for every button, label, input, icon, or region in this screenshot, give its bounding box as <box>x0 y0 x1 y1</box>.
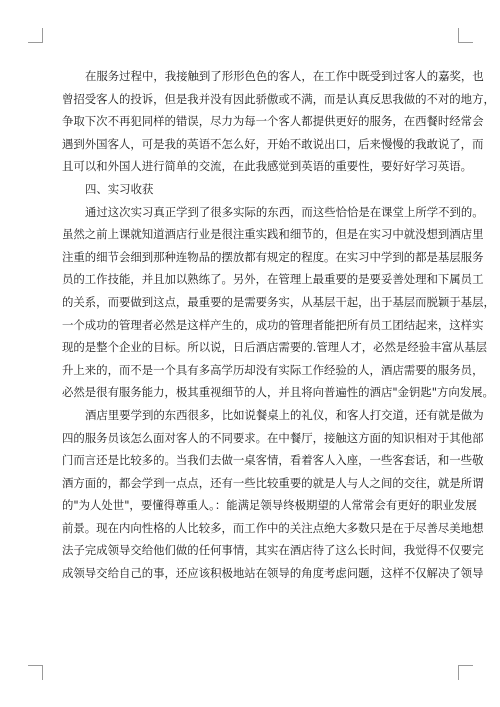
text-line: 酒店里要学到的东西很多，比如说餐桌上的礼仪，和客人打交道，还有就是做为 <box>85 407 484 422</box>
text-line: 前景。现在内向性格的人比较多，而工作中的关注点绝大多数只是在于尽善尽美地想 <box>62 520 484 535</box>
text-line: 在服务过程中，我接触到了形形色色的客人，在工作中既受到过客人的嘉奖，也 <box>85 69 484 83</box>
paragraph-internship-gains <box>62 201 495 404</box>
text-line: 门而言还是比较多的。当我们去做一桌客情，看着客人入座，一些客套话，和一些敬 <box>62 453 484 468</box>
text-line: 现的是整个企业的目标。所以说，日后酒店需要的.管理人才，必然是经验丰富从基层 <box>62 340 488 355</box>
text-line: 四的服务员该怎么面对客人的不同要求。在中餐厅，接触这方面的知识相对于其他部 <box>62 430 484 445</box>
text-line: 法子完成领导交给他们做的任何事情，其实在酒店待了这么长时间，我觉得不仅要完 <box>62 543 484 558</box>
paragraph-service-experience <box>62 65 495 178</box>
text-line: 的关系，而要做到这点，最重要的是需要务实，从基层干起，出于基层而脱颖于基层， <box>62 294 495 309</box>
section-heading: 四、实习收获 <box>85 181 154 196</box>
text-line: 一个成功的管理者必然是这样产生的，成功的管理者能把所有员工团结起来，这样实 <box>62 317 484 332</box>
text-line: 必然是很有服务能力，极其重视细节的人，并且将向普遍性的酒店"金钥匙"方向发展。 <box>62 385 494 400</box>
document-body <box>62 65 495 585</box>
text-line: 的"为人处世"，要懂得尊重人。：能满足领导终极期望的人常常会有更好的职业发展 <box>62 498 477 513</box>
crop-mark-top-right <box>458 28 473 43</box>
text-line: 虽然之前上课就知道酒店行业是很注重实践和细节的，但是在实习中就没想到酒店里 <box>62 227 484 242</box>
crop-mark-top-left <box>28 28 43 43</box>
text-line: 通过这次实习真正学到了很多实际的东西，而这些恰恰是在课堂上所学不到的。 <box>85 204 484 219</box>
crop-mark-bottom-right <box>458 665 473 680</box>
text-line: 且可以和外国人进行简单的交流，在此我感觉到英语的重要性，要好好学习英语。 <box>62 159 473 174</box>
text-line: 曾招受客人的投诉，但是我并没有因此骄傲或不满，而是认真反思我做的不对的地方， <box>62 91 495 106</box>
crop-mark-bottom-left <box>28 665 43 680</box>
text-line: 升上来的，而不是一个具有多高学历却没有实际工作经验的人，酒店需要的服务员， <box>62 362 484 377</box>
text-line: 遇到外国客人，可是我的英语不怎么好，开始不敢说出口，后来慢慢的我敢说了，而 <box>62 136 484 151</box>
text-line: 员的工作技能，并且加以熟练了。另外，在管理上最重要的是要妥善处理和下属员工 <box>62 272 484 287</box>
text-line: 争取下次不再犯同样的错误，尽力为每一个客人都提供更好的服务，在西餐时经常会 <box>62 114 484 129</box>
text-line: 酒方面的，都会学到一点点，还有一些比较重要的就是人与人之间的交往，就是所谓 <box>62 475 484 490</box>
paragraph-hotel-learning <box>62 404 484 585</box>
text-line: 注重的细节会细到那种连物品的摆放都有规定的程度。在实习中学到的都是基层服务 <box>62 249 484 264</box>
text-line: 成领导交给自己的事，还应该积极地站在领导的角度考虑问题，这样不仅解决了领导 <box>62 566 484 581</box>
